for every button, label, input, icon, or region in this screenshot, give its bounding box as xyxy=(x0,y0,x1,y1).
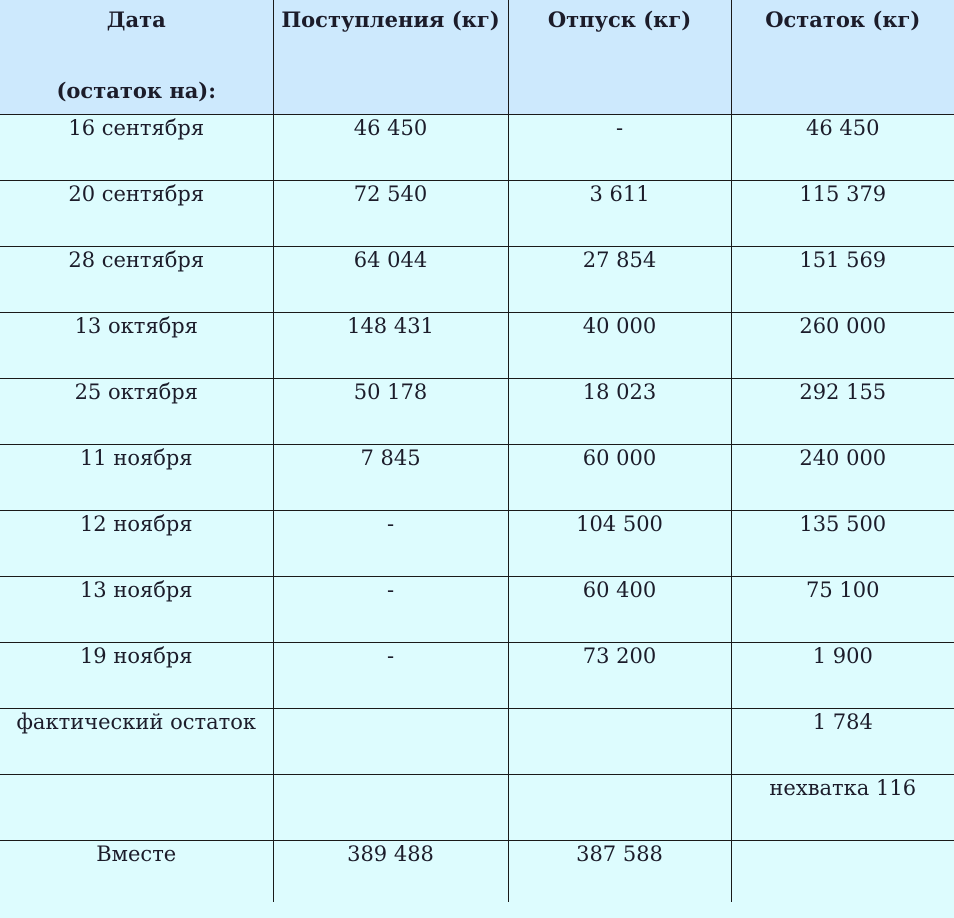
cell-date: 20 сентября xyxy=(0,181,273,247)
cell-date: 13 ноября xyxy=(0,577,273,643)
cell-issue xyxy=(508,775,731,841)
header-balance-label: Остаток (кг) xyxy=(765,7,921,32)
table-row xyxy=(0,379,954,445)
cell-issue: 60 400 xyxy=(508,577,731,643)
table-row xyxy=(0,181,954,247)
table-row xyxy=(0,445,954,511)
cell-balance: 240 000 xyxy=(731,445,954,511)
cell-issue: - xyxy=(508,115,731,181)
cell-receipts: 72 540 xyxy=(273,181,508,247)
cell-date: 19 ноября xyxy=(0,643,273,709)
header-balance xyxy=(731,0,954,115)
cell-date: Вместе xyxy=(0,841,273,902)
cell-receipts: 389 488 xyxy=(273,841,508,902)
cell-receipts: - xyxy=(273,577,508,643)
cell-balance: 292 155 xyxy=(731,379,954,445)
actual-balance-row xyxy=(0,709,954,775)
cell-balance: 1 784 xyxy=(731,709,954,775)
cell-balance: нехватка 116 xyxy=(731,775,954,841)
cell-receipts: 148 431 xyxy=(273,313,508,379)
header-receipts xyxy=(273,0,508,115)
cell-date: 13 октября xyxy=(0,313,273,379)
table-row xyxy=(0,577,954,643)
header-issue xyxy=(508,0,731,115)
cell-date: фактический остаток xyxy=(0,709,273,775)
cell-receipts xyxy=(273,775,508,841)
cell-date: 12 ноября xyxy=(0,511,273,577)
header-date-sublabel: (остаток на): xyxy=(56,78,216,103)
cell-balance xyxy=(731,841,954,902)
cell-balance: 46 450 xyxy=(731,115,954,181)
cell-date xyxy=(0,775,273,841)
table-row xyxy=(0,643,954,709)
header-row xyxy=(0,0,954,115)
cell-issue: 40 000 xyxy=(508,313,731,379)
cell-issue: 60 000 xyxy=(508,445,731,511)
table-row xyxy=(0,115,954,181)
cell-date: 28 сентября xyxy=(0,247,273,313)
cell-date: 11 ноября xyxy=(0,445,273,511)
cell-balance: 260 000 xyxy=(731,313,954,379)
table-row xyxy=(0,247,954,313)
header-issue-label: Отпуск (кг) xyxy=(547,7,692,32)
cell-date: 25 октября xyxy=(0,379,273,445)
cell-issue: 73 200 xyxy=(508,643,731,709)
cell-issue: 387 588 xyxy=(508,841,731,902)
cell-issue: 3 611 xyxy=(508,181,731,247)
cell-receipts: - xyxy=(273,511,508,577)
shortage-row xyxy=(0,775,954,841)
table-row xyxy=(0,511,954,577)
cell-date: 16 сентября xyxy=(0,115,273,181)
header-date-label: Дата xyxy=(106,7,166,32)
header-receipts-label: Поступления (кг) xyxy=(281,7,500,32)
cell-receipts xyxy=(273,709,508,775)
cell-balance: 115 379 xyxy=(731,181,954,247)
cell-balance: 75 100 xyxy=(731,577,954,643)
cell-issue xyxy=(508,709,731,775)
cell-receipts: 7 845 xyxy=(273,445,508,511)
cell-receipts: - xyxy=(273,643,508,709)
cell-issue: 18 023 xyxy=(508,379,731,445)
header-date xyxy=(0,0,273,115)
cell-balance: 151 569 xyxy=(731,247,954,313)
cell-issue: 27 854 xyxy=(508,247,731,313)
cell-balance: 135 500 xyxy=(731,511,954,577)
cell-receipts: 64 044 xyxy=(273,247,508,313)
cell-receipts: 50 178 xyxy=(273,379,508,445)
totals-row xyxy=(0,841,954,902)
cell-issue: 104 500 xyxy=(508,511,731,577)
cell-receipts: 46 450 xyxy=(273,115,508,181)
cell-balance: 1 900 xyxy=(731,643,954,709)
table-row xyxy=(0,313,954,379)
